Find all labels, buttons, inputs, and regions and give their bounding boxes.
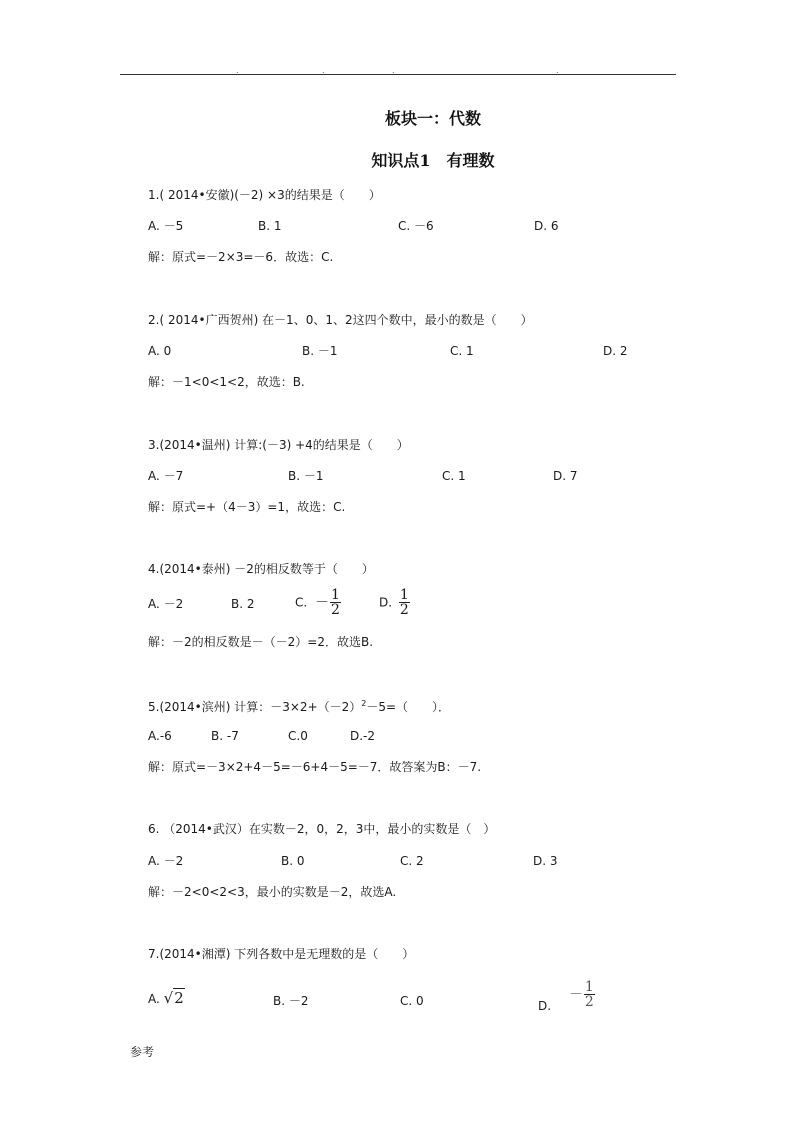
question-2-option-b: B. －1 [302,344,338,358]
question-3-option-b: B. －1 [288,469,324,483]
question-4-option-a: A. －2 [148,597,184,611]
header-dot: . [392,66,395,75]
question-7-option-a [148,990,185,1006]
question-6-option-c: C. 2 [400,854,424,868]
fraction-denominator: 2 [331,602,340,618]
minus-sign: － [315,594,330,611]
fraction-numerator: 1 [584,979,594,995]
header-dot: . [322,66,325,75]
question-3-option-c: C. 1 [442,469,466,483]
question-2-option-c: C. 1 [450,344,474,358]
question-4-solution: 解：－2的相反数是－（－2）=2．故选B. [148,635,374,649]
question-5-option-c: C.0 [288,729,308,743]
fraction [330,588,341,617]
fraction-denominator: 2 [584,994,594,1010]
header-dot: . [556,66,559,75]
question-4-option-d [379,588,410,617]
question-5-option-d: D.-2 [350,729,376,743]
question-3-solution: 解：原式=+（4－3）=1，故选：C. [148,500,346,514]
question-3-option-a: A. －7 [148,469,184,483]
option-label: C. [295,595,308,610]
fraction-numerator: 1 [399,587,409,603]
option-label: D. [379,595,393,610]
question-7-stem: 7.(2014•湘潭) 下列各数中是无理数的是（ ） [148,947,415,961]
question-6-solution: 解：－2<0<2<3，最小的实数是－2，故选A. [148,885,397,899]
question-1-stem: 1.( 2014•安徽)(－2) ×3的结果是（ ） [148,188,381,202]
fraction [584,980,595,1009]
radicand: 2 [174,989,184,1007]
question-7-option-c: C. 0 [400,994,424,1008]
square-root: √2 [163,989,184,1007]
topic-title: 知识点1 有理数 [371,151,495,170]
fraction [399,588,410,617]
stem-text: 5.(2014•滨州) 计算：－3×2+（－2） [148,700,362,714]
question-7-option-b: B. －2 [273,994,309,1008]
fraction-denominator: 2 [399,602,409,618]
stem-text: －5=（ ）． [366,700,451,714]
question-4-option-b: B. 2 [231,597,255,611]
question-4-option-c [295,588,341,617]
question-2-solution: 解：－1<0<1<2，故选：B. [148,375,305,389]
question-7-option-d [538,980,595,1013]
question-2-option-a: A. 0 [148,344,172,358]
option-label: A. [148,992,160,1006]
question-1-option-a: A. －5 [148,219,184,233]
question-1-option-c: C. －6 [398,219,434,233]
exponent: 2 [361,699,367,708]
question-4-stem: 4.(2014•泰州) －2的相反数等于（ ） [148,562,374,576]
question-5-solution: 解：原式=－3×2+4－5=－6+4－5=－7．故答案为B：－7. [148,760,482,774]
question-6-option-b: B. 0 [281,854,305,868]
fraction-numerator: 1 [331,587,340,603]
question-2-stem: 2.( 2014•广西贺州) 在－1、0、1、2这四个数中，最小的数是（ ） [148,313,533,327]
question-3-option-d: D. 7 [553,469,578,483]
question-1-solution: 解：原式=－2×3=－6．故选：C. [148,250,334,264]
question-3-stem: 3.(2014•温州) 计算:(－3) +4的结果是（ ） [148,438,409,452]
option-label: D. [538,999,552,1013]
question-5-option-b: B. -7 [211,729,239,743]
minus-sign: － [568,986,583,1003]
question-5-stem [148,697,450,714]
question-6-option-d: D. 3 [533,854,558,868]
question-6-option-a: A. －2 [148,854,184,868]
header-rule [120,74,676,75]
question-6-stem: 6. （2014•武汉）在实数－2，0，2，3中，最小的实数是（ ） [148,822,496,836]
question-1-option-b: B. 1 [258,219,282,233]
section-title: 板块一：代数 [384,109,481,128]
header-dot: . [236,66,239,75]
question-2-option-d: D. 2 [603,344,628,358]
footer-text: 参考 [130,1045,155,1059]
question-5-option-a: A.-6 [148,729,172,743]
question-1-option-d: D. 6 [534,219,559,233]
